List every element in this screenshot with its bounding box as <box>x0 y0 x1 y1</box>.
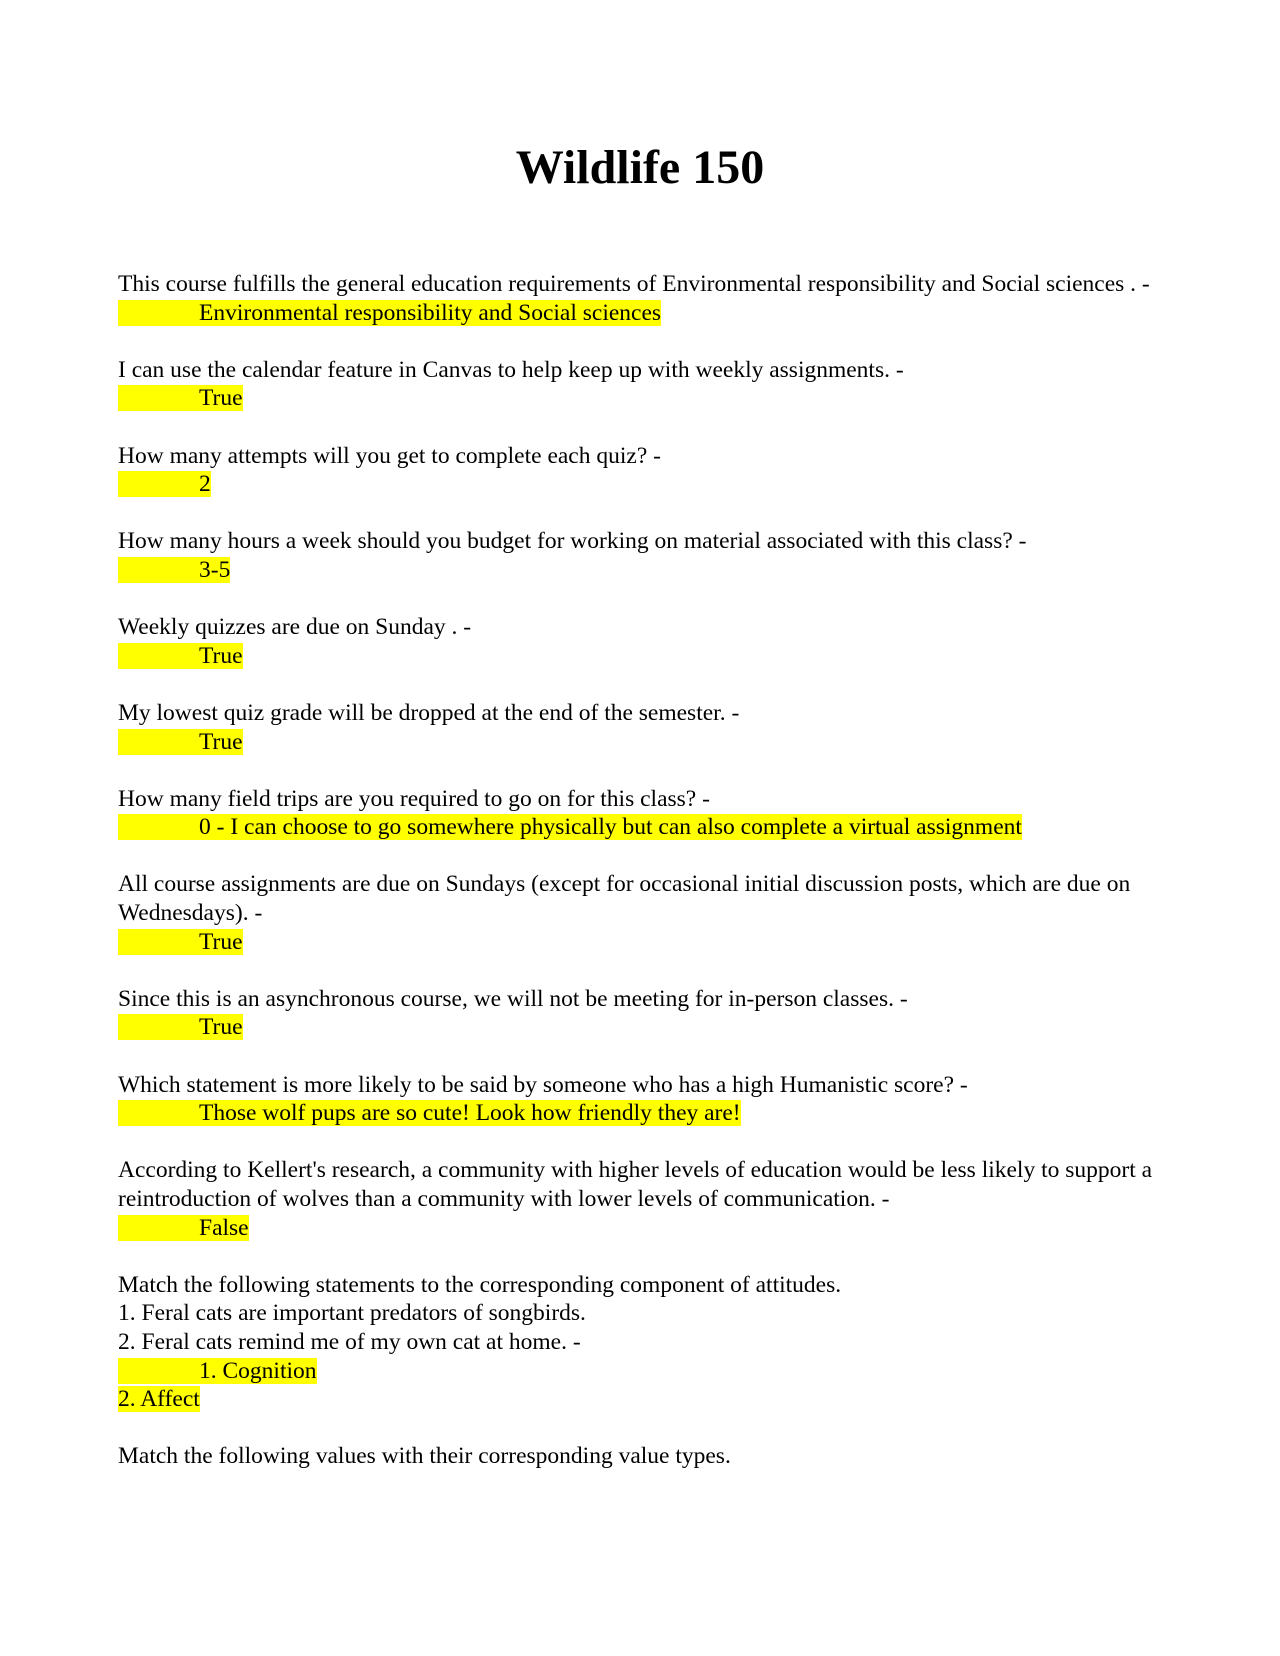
question-text: This course fulfills the general education requirements of Environmental responsibility and Social sciences . - <box>118 271 1150 297</box>
answer-highlight: True <box>118 1014 243 1040</box>
answer-highlight: 2. Affect <box>118 1386 200 1413</box>
qa-item-7 <box>118 785 1168 842</box>
question-text: 2. Feral cats remind me of my own cat at home. - <box>118 1328 581 1355</box>
answer-highlight: 1. Cognition <box>118 1358 317 1384</box>
question-text: Which statement is more likely to be said by someone who has a high Humanistic score? - <box>118 1071 968 1098</box>
qa-item-3 <box>118 442 1168 499</box>
question-text: Since this is an asynchronous course, we will not be meeting for in-person classes. - <box>118 985 908 1012</box>
question-text: 1. Feral cats are important predators of songbirds. <box>118 1300 586 1327</box>
qa-item-6 <box>118 699 1168 756</box>
answer-highlight: Those wolf pups are so cute! Look how friendly they are! <box>118 1100 741 1126</box>
question-text: Weekly quizzes are due on Sunday . - <box>118 614 472 641</box>
question-text: My lowest quiz grade will be dropped at the end of the semester. - <box>118 699 740 726</box>
qa-item-9 <box>118 985 1168 1042</box>
document-title: Wildlife 150 <box>515 141 765 194</box>
document-body <box>118 270 1168 1500</box>
question-text: All course assignments are due on Sundays (except for occasional initial discussion posts, which are due on Wednesdays). - <box>118 871 1136 927</box>
question-text: According to Kellert's research, a community with higher levels of education would be less likely to support a reintroduction of wolves than a community with lower levels of communication. - <box>118 1157 1158 1212</box>
qa-item-10 <box>118 1071 1168 1128</box>
question-text: How many field trips are you required to go on for this class? - <box>118 785 710 812</box>
qa-item-8 <box>118 870 1168 956</box>
answer-highlight: 0 - I can choose to go somewhere physically but can also complete a virtual assignment <box>118 814 1022 840</box>
answer-highlight: 3-5 <box>118 557 230 583</box>
question-text: Match the following statements to the corresponding component of attitudes. <box>118 1271 842 1298</box>
qa-item-match <box>118 1271 1168 1414</box>
qa-item-final <box>118 1442 1168 1471</box>
answer-highlight: True <box>118 729 243 755</box>
qa-item-2 <box>118 356 1168 413</box>
qa-item-5 <box>118 613 1168 670</box>
question-text: How many hours a week should you budget for working on material associated with this class? - <box>118 528 1027 555</box>
qa-item-4 <box>118 527 1168 584</box>
question-text: Match the following values with their corresponding value types. <box>118 1443 731 1470</box>
question-text: How many attempts will you get to complete each quiz? - <box>118 442 661 469</box>
question-text: I can use the calendar feature in Canvas to help keep up with weekly assignments. - <box>118 356 904 383</box>
qa-item-11 <box>118 1156 1168 1242</box>
answer-highlight: 2 <box>118 471 211 497</box>
answer-highlight: True <box>118 929 243 955</box>
qa-item-1 <box>118 270 1168 327</box>
answer-highlight: Environmental responsibility and Social sciences <box>118 300 661 326</box>
answer-highlight: True <box>118 385 243 411</box>
answer-highlight: True <box>118 643 243 669</box>
answer-highlight: False <box>118 1215 249 1241</box>
